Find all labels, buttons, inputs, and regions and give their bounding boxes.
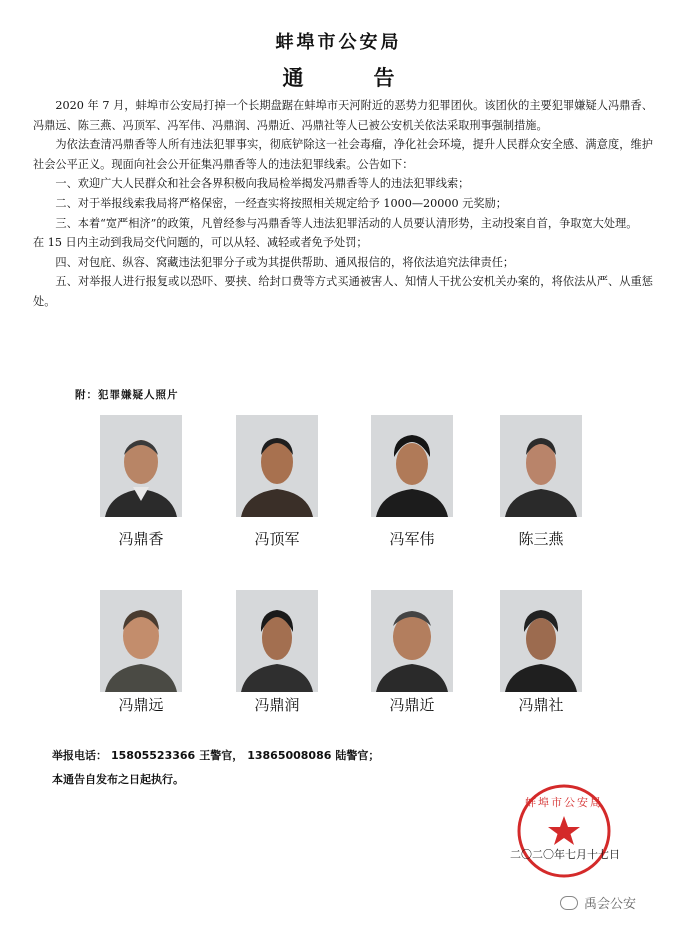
suspect-name: 冯鼎远 <box>118 696 164 714</box>
suspect-photo-icon <box>371 415 453 517</box>
watermark <box>560 893 636 912</box>
suspect-name: 冯鼎社 <box>518 696 564 714</box>
suspect-photo-icon <box>236 415 318 517</box>
suspect-name: 陈三燕 <box>518 530 564 548</box>
suspect-name: 冯鼎近 <box>389 696 435 714</box>
hotline-officer-2: 陆警官； <box>335 749 380 762</box>
issuing-organization: 蚌埠市公安局 <box>275 32 402 53</box>
paragraph-item-3: 三、本着“宽严相济”的政策，凡曾经参与冯鼎香等人违法犯罪活动的人员要认清形势，主动投案自首，争取宽大处理。 <box>55 216 638 230</box>
paragraph-item-3-cont: 在 15 日内主动到我局交代问题的，可以从轻、减轻或者免予处罚； <box>33 236 368 250</box>
suspect-name: 冯鼎香 <box>118 530 164 548</box>
red-star-seal-icon <box>515 782 613 880</box>
paragraph-purpose: 为依法查清冯鼎香等人所有违法犯罪事实，彻底铲除这一社会毒瘤，净化社会环境，提升人民群众安全感、满意度，维护社会公平正义。现面向社会公开征集冯鼎香等人的违法犯罪线索。公告如下： <box>33 138 653 171</box>
notice-title-left: 通 <box>282 66 304 90</box>
suspect-name: 冯军伟 <box>389 530 435 548</box>
suspect-name: 冯鼎润 <box>254 696 300 714</box>
paragraph-item-2: 二、对于举报线索我局将严格保密，一经查实将按照相关规定给予 1000—20000 元奖励； <box>55 196 507 210</box>
report-hotline <box>52 747 383 763</box>
svg-text:蚌埠市公安局: 蚌埠市公安局 <box>525 796 603 809</box>
suspect-photo-icon <box>371 590 453 692</box>
suspect-name: 冯顶军 <box>254 530 300 548</box>
suspect-photo-icon <box>236 590 318 692</box>
notice-title-right: 告 <box>373 66 395 90</box>
hotline-phone-2: 13865008086 <box>247 749 332 762</box>
effective-statement: 本通告自发布之日起执行。 <box>52 773 184 786</box>
attachment-label: 附：犯罪嫌疑人照片 <box>75 389 179 401</box>
suspect-photo-icon <box>100 590 182 692</box>
paragraph-item-5: 五、对举报人进行报复或以恐吓、要挟、给封口费等方式买通被害人、知情人干扰公安机关办案的，将依法从严、从重惩处。 <box>33 275 653 308</box>
notice-title <box>0 62 677 92</box>
suspect-photo-icon <box>500 415 582 517</box>
hotline-officer-1: 王警官， <box>199 749 244 762</box>
paragraph-item-4: 四、对包庇、纵容、窝藏违法犯罪分子或为其提供帮助、通风报信的，将依法追究法律责任； <box>55 255 515 269</box>
suspect-photo-icon <box>500 590 582 692</box>
paragraph-item-1: 一、欢迎广大人民群众和社会各界积极向我局检举揭发冯鼎香等人的违法犯罪线索； <box>55 177 470 191</box>
wechat-icon <box>560 896 578 910</box>
hotline-phone-1: 15805523366 <box>111 749 196 762</box>
watermark-text: 禹会公安 <box>584 897 637 912</box>
hotline-label: 举报电话： <box>52 749 107 762</box>
paragraph-intro: 2020 年 7 月，蚌埠市公安局打掉一个长期盘踞在蚌埠市天河附近的恶势力犯罪团伙。该团伙的主要犯罪嫌疑人冯鼎香、冯鼎远、陈三燕、冯顶军、冯军伟、冯鼎润、冯鼎近、冯鼎社等人已被公安机关依法采取刑事强制措施。 <box>33 99 653 132</box>
notice-body <box>33 96 653 312</box>
suspect-photo-icon <box>100 415 182 517</box>
issue-date: 二〇二〇年七月十七日 <box>510 848 620 861</box>
